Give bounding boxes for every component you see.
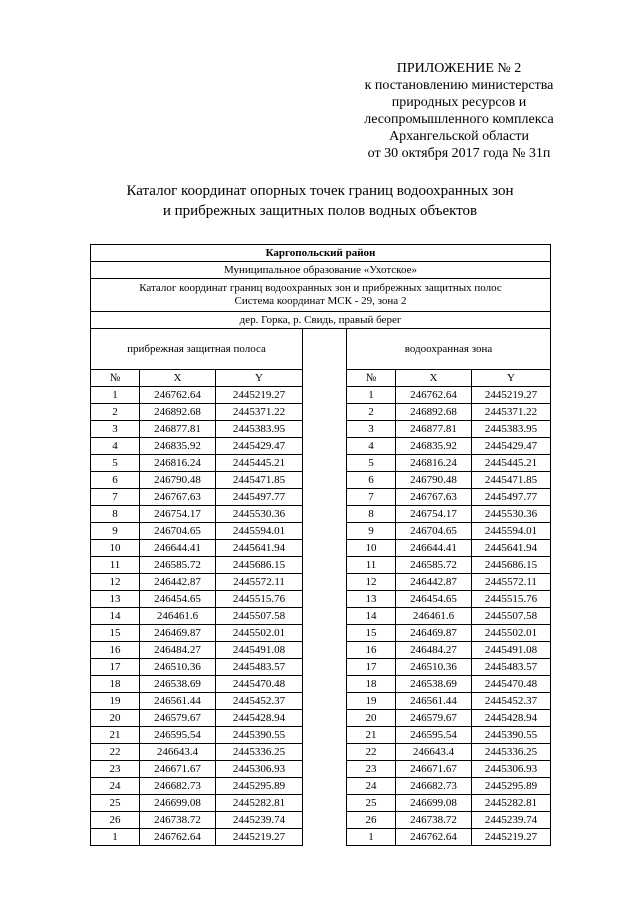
- right-point-no: 14: [347, 608, 396, 625]
- left-y-value: 2445497.77: [216, 489, 303, 506]
- right-y-value: 2445530.36: [472, 506, 551, 523]
- right-point-no: 13: [347, 591, 396, 608]
- right-point-no: 1: [347, 829, 396, 846]
- left-y-value: 2445445.21: [216, 455, 303, 472]
- right-x-value: 246767.63: [396, 489, 472, 506]
- right-y-value: 2445470.48: [472, 676, 551, 693]
- right-point-no: 12: [347, 574, 396, 591]
- table-row: [91, 608, 551, 625]
- left-y-value: 2445306.93: [216, 761, 303, 778]
- left-col-y: Y: [216, 370, 303, 387]
- left-x-value: 246454.65: [140, 591, 216, 608]
- table-row: [91, 421, 551, 438]
- left-point-no: 1: [91, 829, 140, 846]
- right-x-value: 246671.67: [396, 761, 472, 778]
- right-x-value: 246704.65: [396, 523, 472, 540]
- right-point-no: 9: [347, 523, 396, 540]
- table-gap: [303, 421, 347, 438]
- table-row: [91, 455, 551, 472]
- right-point-no: 17: [347, 659, 396, 676]
- left-point-no: 7: [91, 489, 140, 506]
- right-point-no: 5: [347, 455, 396, 472]
- right-y-value: 2445282.81: [472, 795, 551, 812]
- left-y-value: 2445336.25: [216, 744, 303, 761]
- left-y-value: 2445470.48: [216, 676, 303, 693]
- right-point-no: 20: [347, 710, 396, 727]
- left-x-value: 246510.36: [140, 659, 216, 676]
- right-y-value: 2445336.25: [472, 744, 551, 761]
- left-col-no: №: [91, 370, 140, 387]
- location-row: [91, 312, 551, 329]
- table-gap: [303, 472, 347, 489]
- right-x-value: 246790.48: [396, 472, 472, 489]
- left-y-value: 2445491.08: [216, 642, 303, 659]
- table-row: [91, 472, 551, 489]
- left-y-value: 2445452.37: [216, 693, 303, 710]
- left-point-no: 4: [91, 438, 140, 455]
- table-gap: [303, 608, 347, 625]
- left-x-value: 246682.73: [140, 778, 216, 795]
- right-point-no: 19: [347, 693, 396, 710]
- right-x-value: 246754.17: [396, 506, 472, 523]
- right-point-no: 8: [347, 506, 396, 523]
- table-gap: [303, 506, 347, 523]
- section-titles-row: [91, 329, 551, 370]
- appendix-header: [340, 60, 578, 162]
- left-y-value: 2445390.55: [216, 727, 303, 744]
- right-x-value: 246585.72: [396, 557, 472, 574]
- left-point-no: 11: [91, 557, 140, 574]
- table-gap: [303, 404, 347, 421]
- right-point-no: 1: [347, 387, 396, 404]
- catalog-title-line: Каталог координат опорных точек границ водоохранных зон: [126, 183, 514, 199]
- table-gap: [303, 574, 347, 591]
- left-point-no: 18: [91, 676, 140, 693]
- coordinate-system: Система координат МСК - 29, зона 2: [234, 295, 407, 307]
- left-y-value: 2445429.47: [216, 438, 303, 455]
- left-point-no: 8: [91, 506, 140, 523]
- municipality-cell: Муниципальное образование «Ухотское»: [91, 262, 551, 279]
- right-y-value: 2445445.21: [472, 455, 551, 472]
- left-y-value: 2445594.01: [216, 523, 303, 540]
- location-cell: дер. Горка, р. Свидь, правый берег: [91, 312, 551, 329]
- left-point-no: 26: [91, 812, 140, 829]
- left-x-value: 246469.87: [140, 625, 216, 642]
- right-y-value: 2445686.15: [472, 557, 551, 574]
- appendix-date: от 30 октября 2017 года № 31п: [367, 146, 551, 161]
- right-y-value: 2445515.76: [472, 591, 551, 608]
- left-y-value: 2445641.94: [216, 540, 303, 557]
- left-point-no: 16: [91, 642, 140, 659]
- left-y-value: 2445371.22: [216, 404, 303, 421]
- left-y-value: 2445383.95: [216, 421, 303, 438]
- appendix-title: ПРИЛОЖЕНИЕ № 2: [396, 61, 522, 76]
- right-y-value: 2445497.77: [472, 489, 551, 506]
- right-point-no: 15: [347, 625, 396, 642]
- left-point-no: 17: [91, 659, 140, 676]
- right-x-value: 246643.4: [396, 744, 472, 761]
- left-point-no: 15: [91, 625, 140, 642]
- coordinates-table: [90, 244, 551, 846]
- table-gap: [303, 329, 347, 370]
- table-row: [91, 812, 551, 829]
- left-y-value: 2445219.27: [216, 387, 303, 404]
- municipality-row: [91, 262, 551, 279]
- right-point-no: 23: [347, 761, 396, 778]
- left-x-value: 246816.24: [140, 455, 216, 472]
- left-y-value: 2445530.36: [216, 506, 303, 523]
- right-y-value: 2445371.22: [472, 404, 551, 421]
- right-x-value: 246484.27: [396, 642, 472, 659]
- table-gap: [303, 591, 347, 608]
- right-point-no: 7: [347, 489, 396, 506]
- table-row: [91, 523, 551, 540]
- left-y-value: 2445282.81: [216, 795, 303, 812]
- table-gap: [303, 812, 347, 829]
- table-row: [91, 727, 551, 744]
- left-y-value: 2445515.76: [216, 591, 303, 608]
- catalog-info-row: [91, 279, 551, 312]
- right-point-no: 21: [347, 727, 396, 744]
- left-x-value: 246767.63: [140, 489, 216, 506]
- table-row: [91, 761, 551, 778]
- left-point-no: 20: [91, 710, 140, 727]
- left-y-value: 2445428.94: [216, 710, 303, 727]
- left-y-value: 2445239.74: [216, 812, 303, 829]
- left-x-value: 246754.17: [140, 506, 216, 523]
- left-point-no: 3: [91, 421, 140, 438]
- right-col-x: X: [396, 370, 472, 387]
- table-gap: [303, 642, 347, 659]
- left-point-no: 5: [91, 455, 140, 472]
- right-y-value: 2445295.89: [472, 778, 551, 795]
- left-point-no: 13: [91, 591, 140, 608]
- table-gap: [303, 659, 347, 676]
- table-gap: [303, 778, 347, 795]
- table-gap: [303, 438, 347, 455]
- right-y-value: 2445219.27: [472, 387, 551, 404]
- left-x-value: 246643.4: [140, 744, 216, 761]
- left-y-value: 2445471.85: [216, 472, 303, 489]
- left-point-no: 25: [91, 795, 140, 812]
- left-point-no: 9: [91, 523, 140, 540]
- right-x-value: 246738.72: [396, 812, 472, 829]
- appendix-line: к постановлению министерства: [364, 78, 554, 93]
- right-x-value: 246835.92: [396, 438, 472, 455]
- table-row: [91, 795, 551, 812]
- left-x-value: 246892.68: [140, 404, 216, 421]
- table-gap: [303, 693, 347, 710]
- left-point-no: 24: [91, 778, 140, 795]
- left-point-no: 21: [91, 727, 140, 744]
- table-row: [91, 387, 551, 404]
- right-y-value: 2445491.08: [472, 642, 551, 659]
- table-gap: [303, 523, 347, 540]
- right-x-value: 246469.87: [396, 625, 472, 642]
- left-x-value: 246484.27: [140, 642, 216, 659]
- table-gap: [303, 370, 347, 387]
- table-gap: [303, 761, 347, 778]
- right-y-value: 2445594.01: [472, 523, 551, 540]
- right-point-no: 2: [347, 404, 396, 421]
- right-x-value: 246510.36: [396, 659, 472, 676]
- left-y-value: 2445295.89: [216, 778, 303, 795]
- left-x-value: 246671.67: [140, 761, 216, 778]
- right-point-no: 18: [347, 676, 396, 693]
- right-point-no: 24: [347, 778, 396, 795]
- table-row: [91, 642, 551, 659]
- right-y-value: 2445507.58: [472, 608, 551, 625]
- left-point-no: 2: [91, 404, 140, 421]
- table-row: [91, 829, 551, 846]
- left-x-value: 246704.65: [140, 523, 216, 540]
- right-x-value: 246579.67: [396, 710, 472, 727]
- right-point-no: 25: [347, 795, 396, 812]
- right-x-value: 246454.65: [396, 591, 472, 608]
- right-point-no: 26: [347, 812, 396, 829]
- right-x-value: 246644.41: [396, 540, 472, 557]
- right-x-value: 246442.87: [396, 574, 472, 591]
- right-section-title: водоохранная зона: [347, 329, 551, 370]
- table-gap: [303, 676, 347, 693]
- left-x-value: 246538.69: [140, 676, 216, 693]
- right-col-no: №: [347, 370, 396, 387]
- left-x-value: 246561.44: [140, 693, 216, 710]
- left-x-value: 246762.64: [140, 829, 216, 846]
- table-row: [91, 591, 551, 608]
- left-point-no: 1: [91, 387, 140, 404]
- right-point-no: 22: [347, 744, 396, 761]
- right-x-value: 246461.6: [396, 608, 472, 625]
- left-x-value: 246579.67: [140, 710, 216, 727]
- right-point-no: 10: [347, 540, 396, 557]
- table-gap: [303, 727, 347, 744]
- left-x-value: 246877.81: [140, 421, 216, 438]
- right-point-no: 4: [347, 438, 396, 455]
- table-gap: [303, 387, 347, 404]
- appendix-line: природных ресурсов и: [391, 95, 527, 110]
- left-x-value: 246762.64: [140, 387, 216, 404]
- table-row: [91, 693, 551, 710]
- right-y-value: 2445502.01: [472, 625, 551, 642]
- left-y-value: 2445502.01: [216, 625, 303, 642]
- table-row: [91, 506, 551, 523]
- left-col-x: X: [140, 370, 216, 387]
- right-x-value: 246561.44: [396, 693, 472, 710]
- right-x-value: 246816.24: [396, 455, 472, 472]
- left-x-value: 246442.87: [140, 574, 216, 591]
- right-y-value: 2445219.27: [472, 829, 551, 846]
- right-x-value: 246699.08: [396, 795, 472, 812]
- left-section-title: прибрежная защитная полоса: [91, 329, 303, 370]
- right-y-value: 2445452.37: [472, 693, 551, 710]
- right-y-value: 2445572.11: [472, 574, 551, 591]
- district-cell: Каргопольский район: [91, 245, 551, 262]
- table-row: [91, 540, 551, 557]
- left-x-value: 246644.41: [140, 540, 216, 557]
- left-y-value: 2445219.27: [216, 829, 303, 846]
- left-point-no: 12: [91, 574, 140, 591]
- right-point-no: 11: [347, 557, 396, 574]
- right-col-y: Y: [472, 370, 551, 387]
- left-y-value: 2445483.57: [216, 659, 303, 676]
- left-x-value: 246595.54: [140, 727, 216, 744]
- district-row: [91, 245, 551, 262]
- table-row: [91, 625, 551, 642]
- right-x-value: 246682.73: [396, 778, 472, 795]
- table-row: [91, 778, 551, 795]
- table-gap: [303, 625, 347, 642]
- table-row: [91, 659, 551, 676]
- right-y-value: 2445483.57: [472, 659, 551, 676]
- left-y-value: 2445686.15: [216, 557, 303, 574]
- right-y-value: 2445306.93: [472, 761, 551, 778]
- table-gap: [303, 557, 347, 574]
- right-y-value: 2445390.55: [472, 727, 551, 744]
- right-y-value: 2445429.47: [472, 438, 551, 455]
- table-gap: [303, 744, 347, 761]
- right-x-value: 246877.81: [396, 421, 472, 438]
- right-y-value: 2445471.85: [472, 472, 551, 489]
- table-row: [91, 710, 551, 727]
- left-y-value: 2445507.58: [216, 608, 303, 625]
- right-y-value: 2445428.94: [472, 710, 551, 727]
- left-point-no: 14: [91, 608, 140, 625]
- right-y-value: 2445383.95: [472, 421, 551, 438]
- table-gap: [303, 710, 347, 727]
- table-gap: [303, 829, 347, 846]
- table-row: [91, 744, 551, 761]
- right-point-no: 3: [347, 421, 396, 438]
- table-row: [91, 557, 551, 574]
- table-row: [91, 438, 551, 455]
- left-point-no: 6: [91, 472, 140, 489]
- table-gap: [303, 540, 347, 557]
- right-y-value: 2445239.74: [472, 812, 551, 829]
- left-x-value: 246461.6: [140, 608, 216, 625]
- left-point-no: 23: [91, 761, 140, 778]
- left-x-value: 246585.72: [140, 557, 216, 574]
- table-gap: [303, 489, 347, 506]
- left-point-no: 10: [91, 540, 140, 557]
- right-point-no: 6: [347, 472, 396, 489]
- table-row: [91, 404, 551, 421]
- right-x-value: 246762.64: [396, 829, 472, 846]
- catalog-info-line: Каталог координат границ водоохранных зон и прибрежных защитных полос: [139, 282, 502, 294]
- left-x-value: 246738.72: [140, 812, 216, 829]
- left-y-value: 2445572.11: [216, 574, 303, 591]
- table-row: [91, 574, 551, 591]
- column-header-row: [91, 370, 551, 387]
- table-gap: [303, 795, 347, 812]
- appendix-line: Архангельской области: [389, 129, 529, 144]
- left-x-value: 246699.08: [140, 795, 216, 812]
- right-x-value: 246762.64: [396, 387, 472, 404]
- right-x-value: 246538.69: [396, 676, 472, 693]
- table-gap: [303, 455, 347, 472]
- left-point-no: 22: [91, 744, 140, 761]
- right-x-value: 246892.68: [396, 404, 472, 421]
- left-x-value: 246790.48: [140, 472, 216, 489]
- right-x-value: 246595.54: [396, 727, 472, 744]
- right-point-no: 16: [347, 642, 396, 659]
- catalog-info-cell: [91, 279, 551, 312]
- catalog-title-line: и прибрежных защитных полов водных объектов: [162, 203, 478, 219]
- left-x-value: 246835.92: [140, 438, 216, 455]
- table-row: [91, 489, 551, 506]
- table-row: [91, 676, 551, 693]
- right-y-value: 2445641.94: [472, 540, 551, 557]
- left-point-no: 19: [91, 693, 140, 710]
- catalog-title: [60, 181, 580, 221]
- appendix-line: лесопромышленного комплекса: [364, 112, 554, 127]
